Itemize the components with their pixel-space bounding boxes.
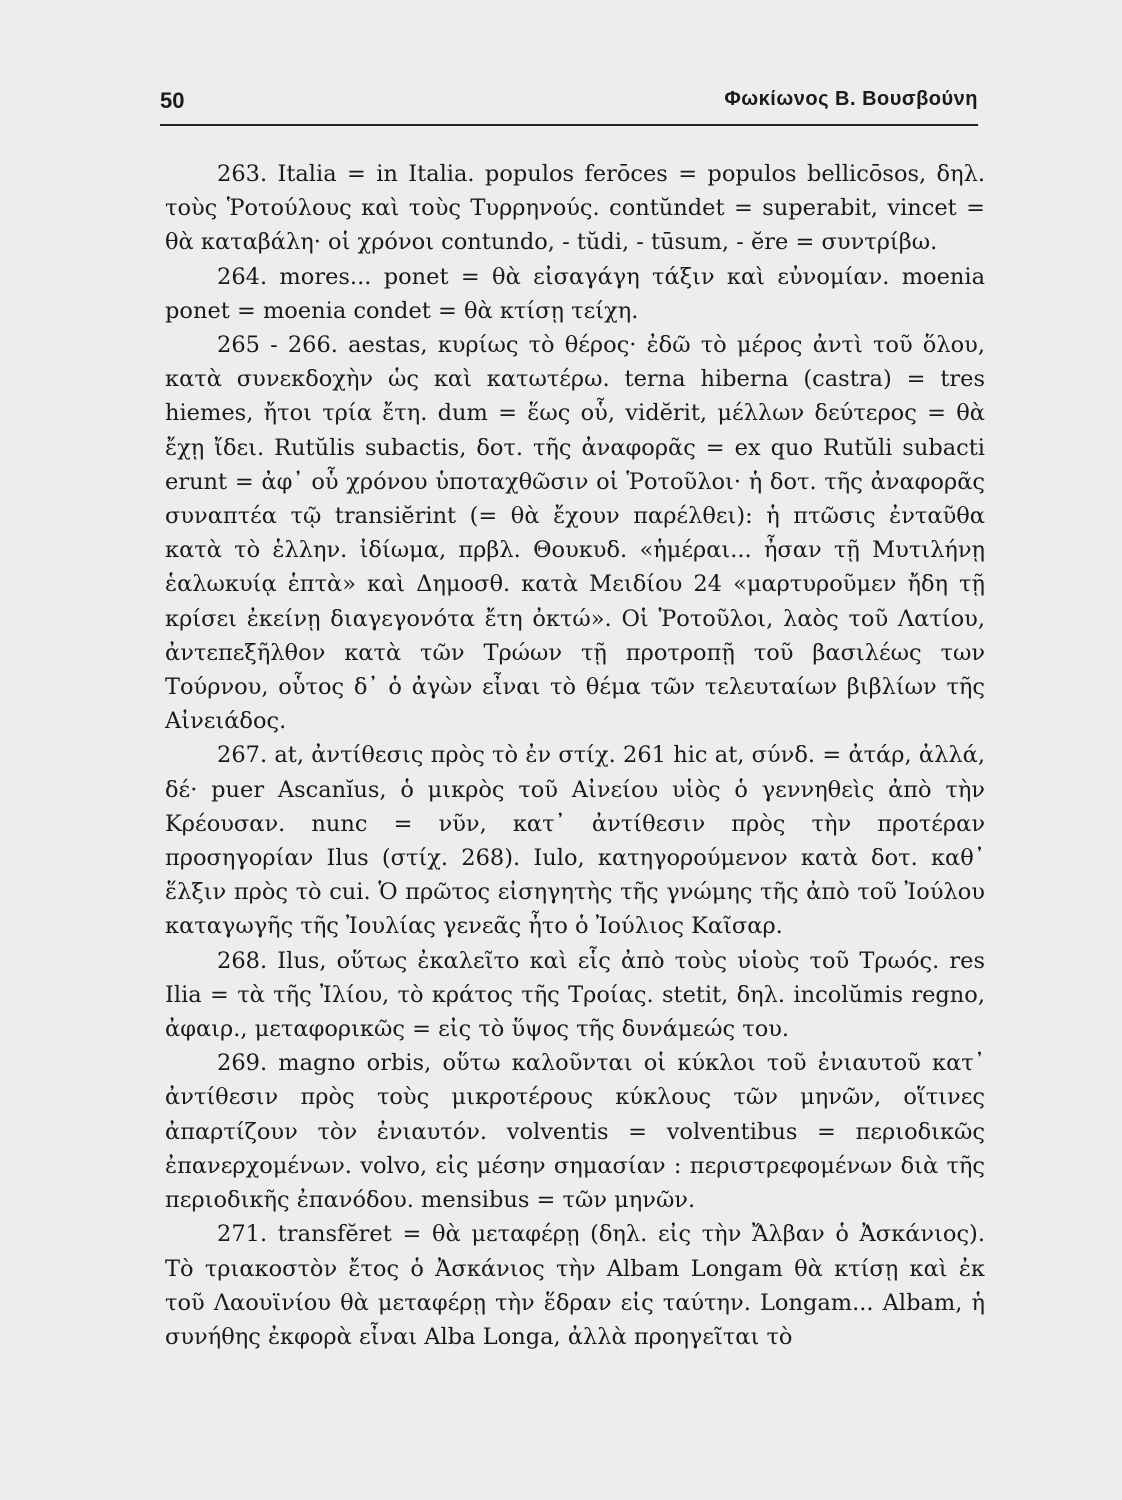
page-number: 50 — [160, 88, 185, 113]
paragraph-271: 271. transfĕret = θὰ μεταφέρῃ (δηλ. εἰς τὴν Ἄλβαν ὁ Ἀσκάνιος). Τὸ τριακοστὸν ἔτος ὁ Ἀσκάνιος τὴν Albam Longam θὰ κτίσῃ καὶ ἐκ τοῦ Λαουϊνίου θὰ μεταφέρῃ τὴν ἕδραν εἰς ταύτην. Longam... Albam, ἡ συνήθης ἐκφορὰ εἶναι Alba Longa, ἀλλὰ προηγεῖται τὸ — [165, 1221, 985, 1350]
commentary-text — [165, 157, 985, 1354]
paragraph-263: 263. Italia = in Italia. populos ferōces = populos bellicōsos, δηλ. τοὺς Ῥοτούλους καὶ τοὺς Τυρρηνούς. contŭndet = superabit, vincet = θὰ καταβάλη· οἱ χρόνοι contundo, - tŭdi, - tūsum, - ĕre = συντρίβω. — [165, 161, 985, 256]
header-rule — [160, 124, 978, 126]
running-head: Φωκίωνος Β. Βουσβούνη — [724, 88, 978, 110]
paragraph-268: 268. Ilus, οὕτως ἐκαλεῖτο καὶ εἷς ἀπὸ τοὺς υἱοὺς τοῦ Τρωός. res Ilia = τὰ τῆς Ἰλίου, τὸ κράτος τῆς Τροίας. stetit, δηλ. incolŭmis regno, ἀφαιρ., μεταφορικῶς = εἰς τὸ ὕψος τῆς δυνάμεώς του. — [165, 947, 985, 1043]
page-header — [160, 88, 978, 124]
paragraph-267: 267. at, ἀντίθεσις πρὸς τὸ ἐν στίχ. 261 hic at, σύνδ. = ἀτάρ, ἀλλά, δέ· puer Ascanĭus, ὁ μικρὸς τοῦ Αἰνείου υἱὸς ὁ γεννηθεὶς ἀπὸ τὴν Κρέουσαν. nunc = νῦν, κατ᾽ ἀντίθεσιν πρὸς τὴν προτέραν προσηγορίαν Ilus (στίχ. 268). Iulo, κατηγορούμενον κατὰ δοτ. καθ᾽ ἕλξιν πρὸς τὸ cui. Ὁ πρῶτος εἰσηγητὴς τῆς γνώμης τῆς ἀπὸ τοῦ Ἰούλου καταγωγῆς τῆς Ἰουλίας γενεᾶς ἦτο ὁ Ἰούλιος Καῖσαρ. — [165, 742, 985, 940]
paragraph-265-266: 265 - 266. aestas, κυρίως τὸ θέρος· ἐδῶ τὸ μέρος ἀντὶ τοῦ ὅλου, κατὰ συνεκδοχὴν ὡς καὶ κατωτέρω. terna hiberna (castra) = tres hiemes, ἤτοι τρία ἔτη. dum = ἕως οὗ, vidĕrit, μέλλων δεύτερος = θὰ ἔχῃ ἴδει. Rutŭlis subactis, δοτ. τῆς ἀναφορᾶς = ex quo Rutŭli subacti erunt = ἀφ᾽ οὗ χρόνου ὑποταχθῶσιν οἱ Ῥοτοῦλοι· ἡ δοτ. τῆς ἀναφορᾶς συναπτέα τῷ transiĕrint (= θὰ ἔχουν παρέλθει): ἡ πτῶσις ἐνταῦθα κατὰ τὸ ἑλλην. ἰδίωμα, πρβλ. Θουκυδ. «ἡμέραι... ἦσαν τῇ Μυτιλήνῃ ἑαλωκυίᾳ ἑπτὰ» καὶ Δημοσθ. κατὰ Μειδίου 24 «μαρτυροῦμεν ἤδη τῇ κρίσει ἐκείνῃ διαγεγονότα ἔτη ὀκτώ». Οἱ Ῥοτοῦλοι, λαὸς τοῦ Λατίου, ἀντεπεξῆλθον κατὰ τῶν Τρώων τῇ προτροπῇ τοῦ βασιλέως των Τούρνου, οὗτος δ᾽ ὁ ἀγὼν εἶναι τὸ θέμα τῶν τελευταίων βιβλίων τῆς Αἰνειάδος. — [165, 332, 985, 735]
paragraph-269: 269. magno orbis, οὕτω καλοῦνται οἱ κύκλοι τοῦ ἐνιαυτοῦ κατ᾽ ἀντίθεσιν πρὸς τοὺς μικροτέρους κύκλους τῶν μηνῶν, οἵτινες ἀπαρτίζουν τὸν ἐνιαυτόν. volventis = volventibus = περιοδικῶς ἐπανερχομένων. volvo, εἰς μέσην σημασίαν : περιστρεφομένων διὰ τῆς περιοδικῆς ἐπανόδου. mensibus = τῶν μηνῶν. — [165, 1050, 985, 1214]
paragraph-264: 264. mores... ponet = θὰ εἰσαγάγη τάξιν καὶ εὐνομίαν. moenia ponet = moenia condet = θὰ κτίσῃ τείχη. — [165, 263, 985, 324]
